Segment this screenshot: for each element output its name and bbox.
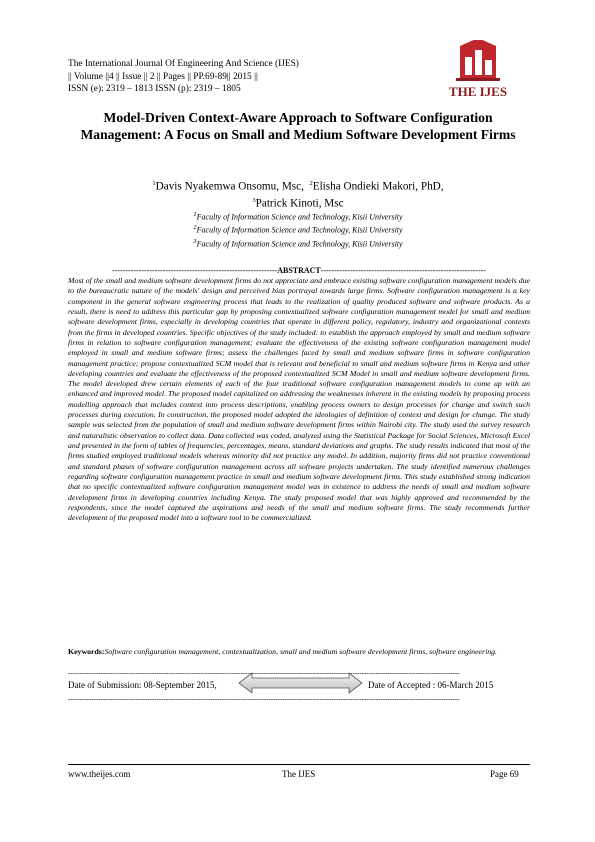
footer-journal: The IJES [282,769,316,779]
author-3: Patrick Kinoti, Msc [255,198,344,211]
journal-name: The International Journal Of Engineering And Science (IJES) [68,59,299,69]
author-list: $^1$Davis Nyakemwa Onsomu, Msc, $^2$Elisha Ondieki Makori, PhD, $^3$Patrick Kinoti, Msc [152,180,444,211]
journal-issn: ISSN (e): 2319 – 1813 ISSN (p): 2319 – 1805 [68,84,241,95]
abstract-body: Most of the small and medium software development firms do not appreciate and embrace existing software configuration management models due to the bureaucratic nature of the models' design and perceived bias portrayal towards large firms. Software configuration management is a key component in the general software engineering process that leads to the realization of quality produced software and software products. As a result, there is need to address this particular gap by proposing contextualized software configuration management model for small and medium software development firms, especially in developing countries that operate in different policy, regulatory, industry and organizational contexts from the firms in developed countries. Specific objectives of the study included: to establish the approach employed by small and medium software firms in relation to software configuration management; evaluate the effectiveness of the existing software configuration management model employed in small and medium software firms; assess the challenges faced by small and medium software firms in software configuration management practice; propose contextualized SCM model that is relevant and beneficial to small and medium software firms in Kenya and other developing countries and evaluate the effectiveness of the proposed contextualized SCM Model in small and medium software development firms. The model developed drew certain elements of each of the four traditional software configuration management models to come up with an enhanced and improved model. The proposed model capitalized on addressing the weaknesses inherent in the existing models by proposing process modelling approach that includes context into process descriptions, enabling process owners to design processes for change and switch such processes during execution. In construction, the proposed model adopted the ideologies of definition of context and design for change. The study sample was selected from the population of small and medium software development firms within Nairobi city. The study used the survey research and naturalistic observation to collect data. Data collected was coded, analyzed using the Statistical Package for Social Sciences, Microsoft Excel and presented in the form of tables of frequencies, percentages, means, standard deviations and graphs. The study results indicated that most of the firms studied employed traditional models whereas minority did not practice any model. In addition, majority firms did not practice conventional and standard phases of software configuration management across all software projects undertaken. The study identified numerous challenges regarding software configuration management practice in small and medium software development firms. This study established strong indication that no specific contextualized software configuration management model was in existence to address the needs of small and medium software development firms in developing countries including Kenya. The study proposed model that was highly approved and recommended by the respondents, since the model captured the aspirations and needs of the small and medium software firms. The study recommends further development of the proposed model into a software tool to be commercialized. [68,276,530,523]
journal-header [68,58,299,96]
double-arrow-icon [238,672,363,694]
journal-volume: || Volume ||4 || Issue || 2 || Pages || PP.69-89|| 2015 || [68,71,258,82]
footer-page-number: Page 69 [490,769,519,779]
separator-bottom: ------------------------------------------------------------------------------------------------------------------------------------------------------------------------ [68,695,460,703]
logo-icon [438,40,528,102]
keywords-label: Keywords: [68,647,105,656]
author-1: Davis Nyakemwa Onsomu, Msc, [155,180,304,193]
logo-text: THE IJES [448,84,508,99]
accepted-date: Date of Accepted : 06-March 2015 [368,680,494,690]
affiliation-2: $^2$Faculty of Information Science and Technology, Kisii University [193,224,403,236]
abstract-heading: --------------------------------------------------------------ABSTRACT-------------------------------------------------------------- [112,266,486,275]
keywords-text: Software configuration management, contextualization, small and medium software development firms, software engineering. [104,647,498,656]
author-2: Elisha Ondieki Makori, PhD, [312,180,444,193]
affiliations [62,210,534,250]
affiliation-1: $^1$Faculty of Information Science and Technology, Kisii University [193,211,403,222]
affiliation-3: $^3$Faculty of Information Science and Technology, Kisii University [193,237,403,249]
footer-rule [68,764,530,765]
keywords [68,647,530,657]
submission-date: Date of Submission: 08-September 2015, [68,680,217,690]
journal-logo [438,40,528,102]
paper-title: Model-Driven Context-Aware Approach to Software Configuration Management: A Focus on Small and Medium Software Development Firms [80,110,516,142]
footer-website: www.theijes.com [68,769,131,779]
separator-top: ------------------------------------------------------------------------------------------------------------------------------------------------------------------------ [68,669,460,677]
